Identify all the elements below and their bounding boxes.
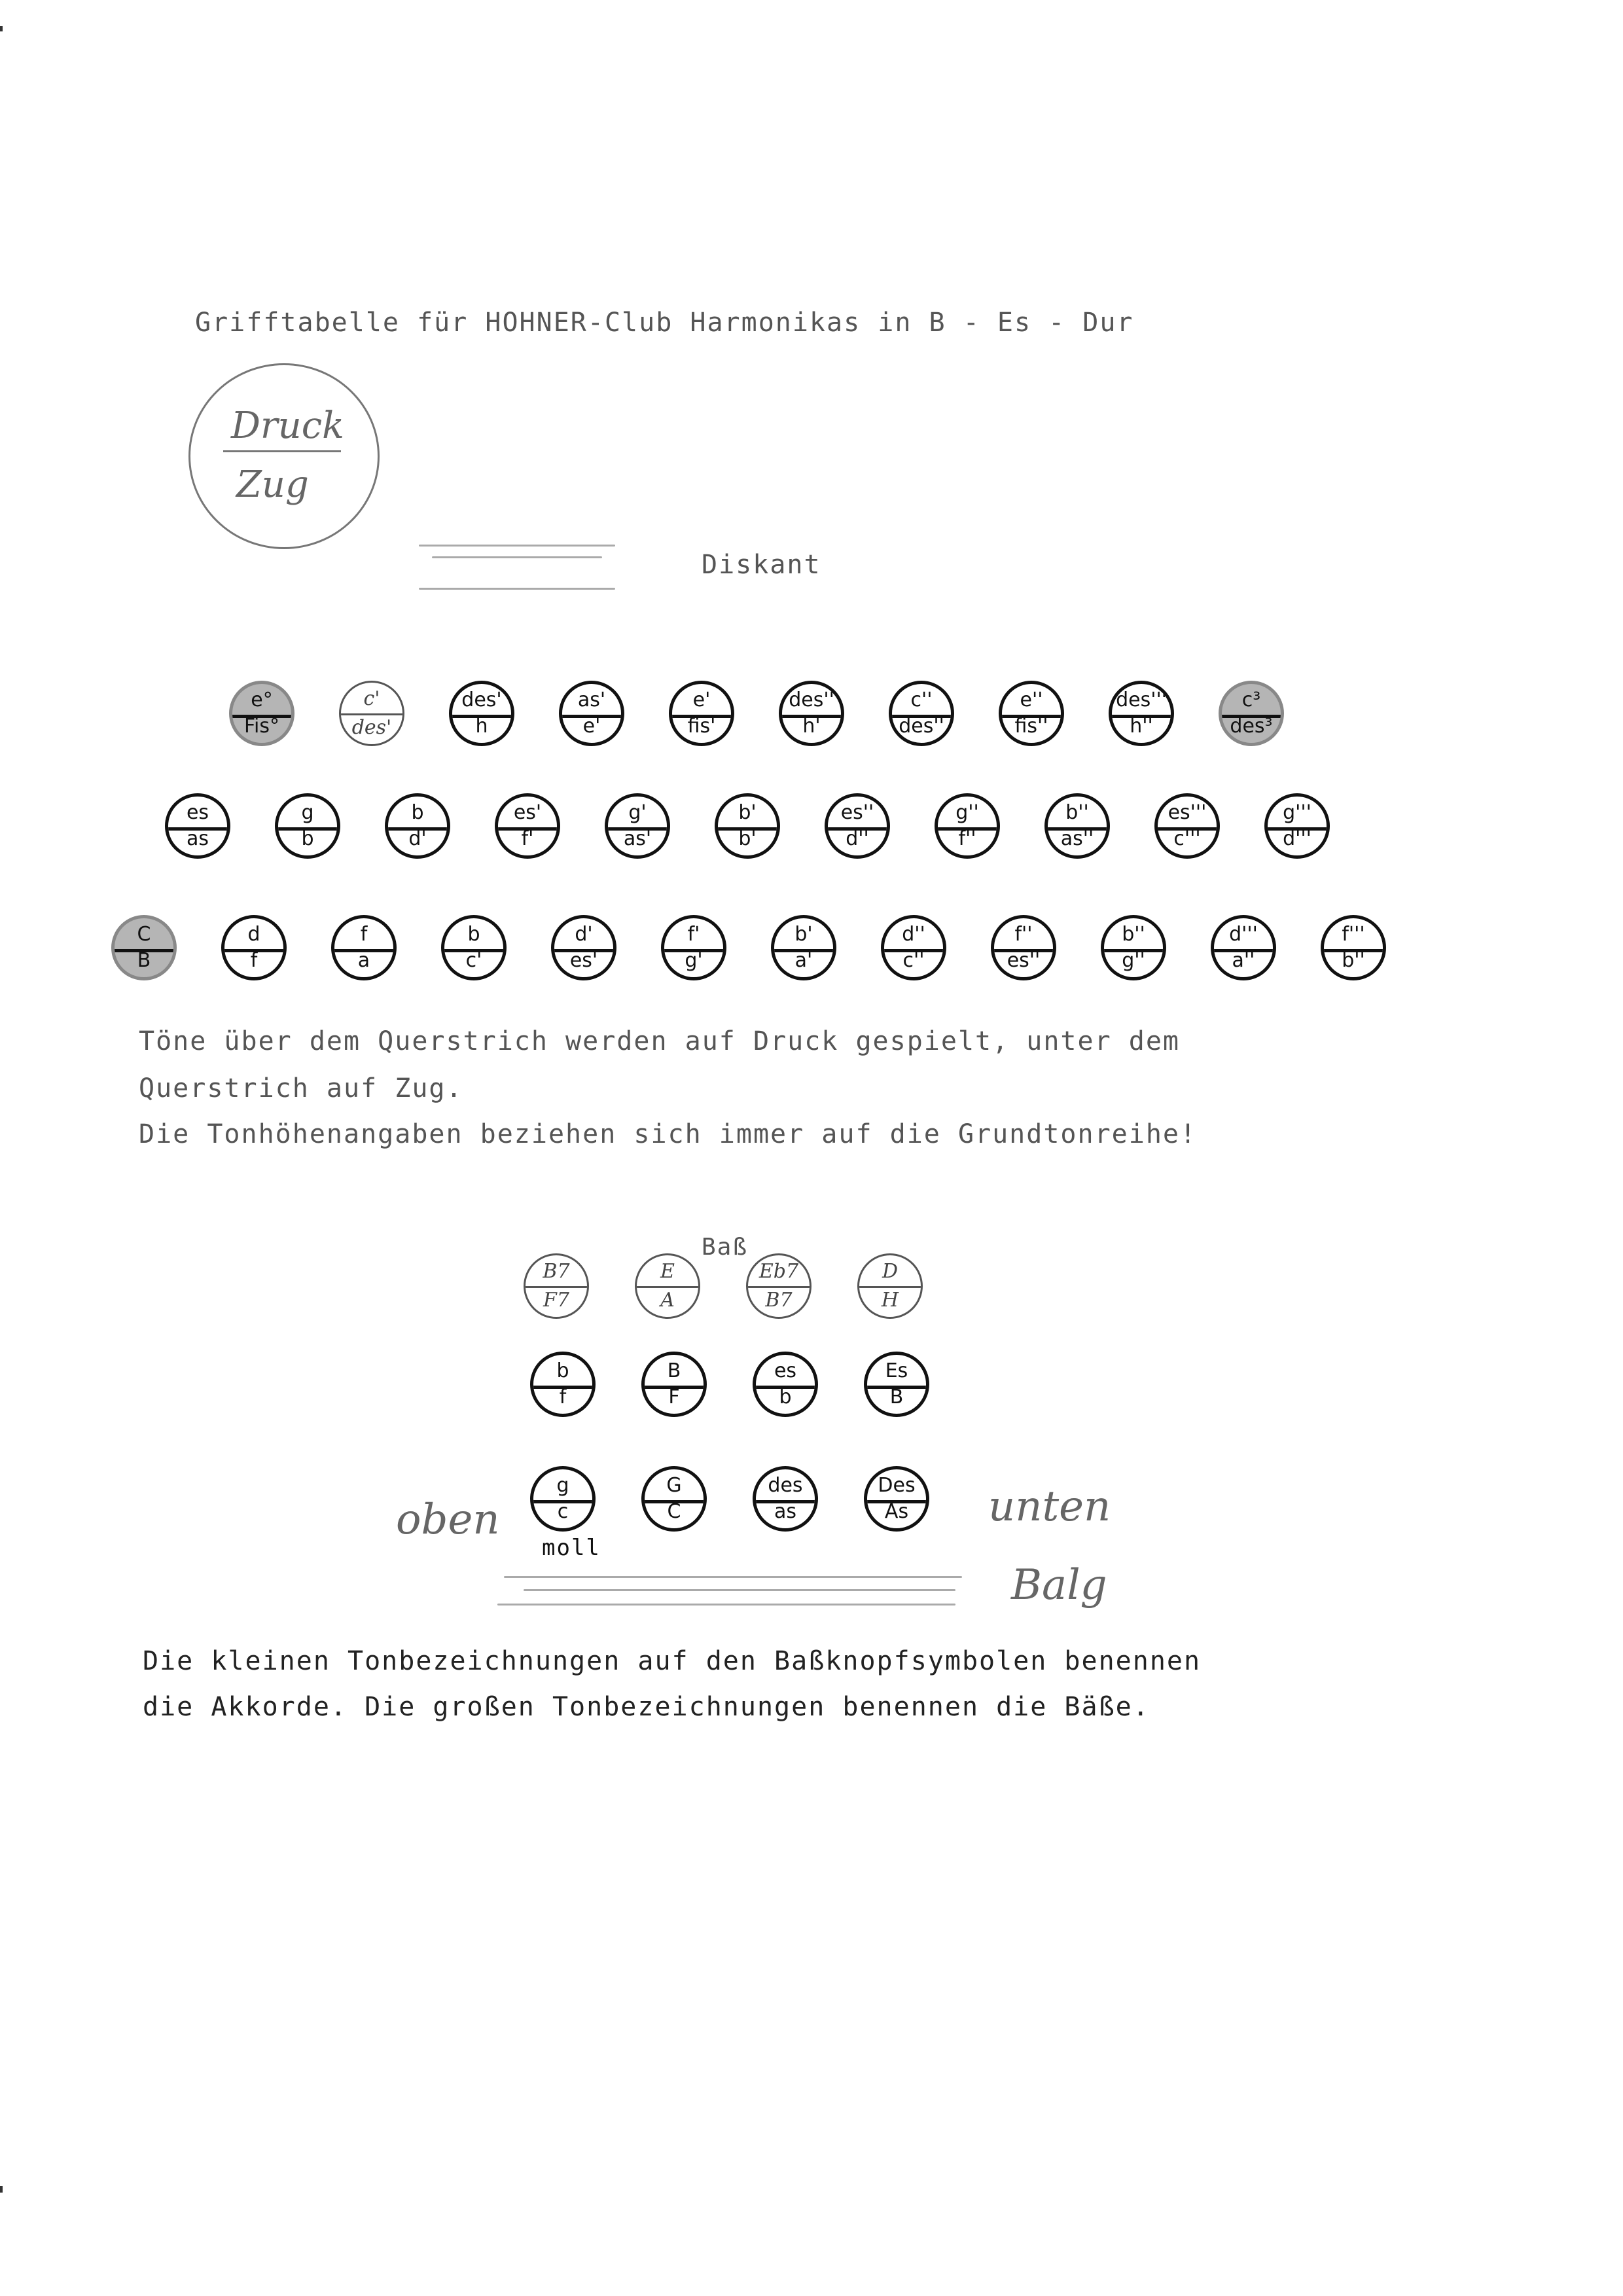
bass-row3-button: [753, 1466, 818, 1532]
button-bottom-note: As: [884, 1500, 909, 1523]
button-bottom-note: g': [685, 949, 703, 972]
button-top-note: b'': [1065, 801, 1089, 824]
diskant-row2-button: [385, 793, 450, 859]
legend-druck: Druck: [231, 404, 345, 447]
button-bottom-note: A: [660, 1289, 675, 1312]
note-line-2: Querstrich auf Zug.: [139, 1073, 463, 1103]
button-bottom-note: h: [475, 715, 488, 738]
button-top-note: f'': [1014, 923, 1033, 946]
button-top-note: B: [667, 1359, 681, 1382]
button-bottom-note: f: [250, 949, 258, 972]
bass-row3-button: [641, 1466, 707, 1532]
diskant-row1-button: [339, 681, 404, 746]
button-top-note: e'': [1020, 689, 1043, 711]
button-bottom-note: f: [559, 1386, 567, 1408]
scan-mark: [0, 2186, 3, 2193]
bass-row2-button: [641, 1352, 707, 1417]
button-bottom-note: b: [301, 827, 314, 850]
button-top-note: des''': [1116, 689, 1167, 711]
button-bottom-note: b'': [1342, 949, 1365, 972]
diskant-row2-button: [1154, 793, 1220, 859]
button-bottom-note: c: [557, 1500, 569, 1523]
diskant-row1-button: [999, 681, 1064, 746]
diskant-row2-button: [605, 793, 670, 859]
button-divider: [748, 1286, 810, 1288]
button-top-note: C: [137, 923, 151, 946]
button-bottom-note: g'': [1122, 949, 1145, 972]
button-bottom-note: e': [582, 715, 601, 738]
button-top-note: es'': [840, 801, 874, 824]
button-bottom-note: c''': [1173, 827, 1201, 850]
button-top-note: b: [467, 923, 480, 946]
diskant-row2-button: [935, 793, 1000, 859]
button-bottom-note: as'': [1060, 827, 1094, 850]
pencil-scribble: [524, 1589, 955, 1591]
button-bottom-note: b: [779, 1386, 792, 1408]
button-bottom-note: C: [667, 1500, 681, 1523]
balg-label: Balg: [1011, 1561, 1107, 1609]
pencil-scribble: [504, 1576, 962, 1578]
button-bottom-note: c'': [902, 949, 925, 972]
button-top-note: Es: [885, 1359, 908, 1382]
button-top-note: b'': [1122, 923, 1145, 946]
button-top-note: f': [687, 923, 700, 946]
button-bottom-note: b': [738, 827, 757, 850]
moll-label: moll: [542, 1535, 601, 1561]
button-top-note: b: [556, 1359, 569, 1382]
button-top-note: f: [360, 923, 368, 946]
button-top-note: B7: [543, 1260, 570, 1283]
unten-label: unten: [988, 1482, 1111, 1531]
diskant-row1-button: [889, 681, 954, 746]
button-bottom-note: F: [668, 1386, 680, 1408]
diskant-row2-button: [275, 793, 340, 859]
button-top-note: g': [628, 801, 647, 824]
diskant-row3-button: [991, 915, 1056, 980]
button-top-note: b': [794, 923, 813, 946]
button-top-note: g''': [1283, 801, 1311, 824]
button-bottom-note: f'': [958, 827, 976, 850]
button-bottom-note: as: [774, 1500, 796, 1523]
bass-row3-button: [530, 1466, 596, 1532]
diskant-row2-button: [825, 793, 890, 859]
button-bottom-note: c': [465, 949, 482, 972]
diskant-row3-button: [1321, 915, 1386, 980]
button-divider: [341, 713, 402, 715]
button-top-note: e°: [251, 689, 273, 711]
page-title: Grifftabelle für HOHNER-Club Harmonikas in B - Es - Dur: [195, 308, 1134, 338]
button-bottom-note: d': [408, 827, 427, 850]
button-top-note: D: [882, 1260, 899, 1283]
button-bottom-note: B7: [765, 1289, 793, 1312]
legend-circle: [188, 363, 380, 549]
bass-row2-button: [864, 1352, 929, 1417]
pencil-scribble: [419, 588, 615, 590]
button-top-note: d''': [1229, 923, 1258, 946]
button-top-note: d: [247, 923, 260, 946]
button-bottom-note: a: [357, 949, 370, 972]
button-bottom-note: f': [521, 827, 534, 850]
diskant-row3-button: [221, 915, 287, 980]
button-top-note: f''': [1342, 923, 1365, 946]
diskant-row1-button: [669, 681, 734, 746]
button-top-note: es''': [1168, 801, 1207, 824]
button-top-note: des': [461, 689, 502, 711]
button-top-note: d': [575, 923, 593, 946]
button-top-note: g: [556, 1474, 569, 1497]
button-bottom-note: F7: [543, 1289, 569, 1312]
footer-line-2: die Akkorde. Die großen Tonbezeichnungen benennen die Bäße.: [143, 1692, 1150, 1722]
button-top-note: c'': [910, 689, 933, 711]
diskant-row3-button: [551, 915, 616, 980]
diskant-heading: Diskant: [702, 550, 821, 580]
diskant-row3-button: [881, 915, 946, 980]
button-divider: [526, 1286, 587, 1288]
legend-zug: Zug: [236, 463, 309, 506]
bass-row1-button: [635, 1253, 700, 1319]
pencil-scribble: [419, 545, 615, 547]
diskant-row1-button: [779, 681, 844, 746]
button-bottom-note: des'': [899, 715, 944, 738]
bass-row2-button: [530, 1352, 596, 1417]
diskant-row3-button: [1101, 915, 1166, 980]
button-top-note: G: [666, 1474, 682, 1497]
bass-row1-button: [524, 1253, 589, 1319]
diskant-row1-button: [229, 681, 294, 746]
button-divider: [859, 1286, 921, 1288]
button-top-note: g'': [955, 801, 979, 824]
button-top-note: g: [301, 801, 314, 824]
button-bottom-note: h': [802, 715, 821, 738]
footer-line-1: Die kleinen Tonbezeichnungen auf den Baßknopfsymbolen benennen: [143, 1646, 1202, 1676]
diskant-row3-button: [331, 915, 397, 980]
pencil-scribble: [432, 556, 602, 558]
button-bottom-note: B: [137, 949, 151, 972]
button-top-note: d'': [902, 923, 925, 946]
button-top-note: es: [186, 801, 209, 824]
diskant-row2-button: [495, 793, 560, 859]
diskant-row3-button: [1211, 915, 1276, 980]
button-bottom-note: fis'': [1014, 715, 1048, 738]
button-bottom-note: des³: [1230, 715, 1273, 738]
diskant-row2-button: [715, 793, 780, 859]
button-bottom-note: a'': [1232, 949, 1255, 972]
diskant-row1-button: [1219, 681, 1284, 746]
scan-mark: [0, 26, 3, 31]
diskant-row1-button: [559, 681, 624, 746]
button-divider: [637, 1286, 698, 1288]
button-bottom-note: a': [794, 949, 813, 972]
button-bottom-note: h'': [1130, 715, 1153, 738]
button-bottom-note: as': [623, 827, 652, 850]
diskant-row2-button: [1264, 793, 1330, 859]
button-bottom-note: fis': [687, 715, 716, 738]
button-bottom-note: es': [569, 949, 598, 972]
button-bottom-note: es'': [1007, 949, 1041, 972]
button-bottom-note: des': [351, 716, 392, 739]
button-top-note: e': [692, 689, 711, 711]
bass-row2-button: [753, 1352, 818, 1417]
button-top-note: as': [577, 689, 606, 711]
note-line-3: Die Tonhöhenangaben beziehen sich immer auf die Grundtonreihe!: [139, 1119, 1198, 1149]
oben-label: oben: [396, 1496, 500, 1544]
button-bottom-note: B: [889, 1386, 904, 1408]
button-bottom-note: as: [186, 827, 209, 850]
diskant-row1-button: [449, 681, 514, 746]
button-bottom-note: d'': [846, 827, 869, 850]
button-top-note: b': [738, 801, 757, 824]
diskant-row1-button: [1109, 681, 1174, 746]
pencil-scribble: [497, 1604, 955, 1605]
button-top-note: Des: [878, 1474, 916, 1497]
button-top-note: es: [774, 1359, 797, 1382]
diskant-row3-button: [771, 915, 836, 980]
button-top-note: E: [660, 1260, 675, 1283]
button-bottom-note: d''': [1283, 827, 1311, 850]
button-top-note: des: [768, 1474, 803, 1497]
note-line-1: Töne über dem Querstrich werden auf Druck gespielt, unter dem: [139, 1026, 1181, 1056]
diskant-row3-button: [441, 915, 507, 980]
diskant-row3-button: [661, 915, 726, 980]
button-top-note: c³: [1241, 689, 1261, 711]
bass-row3-button: [864, 1466, 929, 1532]
bass-heading: Baß: [702, 1234, 749, 1261]
button-top-note: es': [513, 801, 542, 824]
button-top-note: b: [411, 801, 424, 824]
button-bottom-note: Fis°: [243, 715, 280, 738]
button-top-note: Eb7: [758, 1260, 799, 1283]
button-bottom-note: H: [881, 1289, 899, 1312]
diskant-row2-button: [165, 793, 230, 859]
diskant-row2-button: [1044, 793, 1110, 859]
legend-divider: [223, 450, 341, 452]
bass-row1-button: [857, 1253, 923, 1319]
button-top-note: des'': [789, 689, 834, 711]
button-top-note: c': [363, 687, 380, 710]
bass-row1-button: [746, 1253, 812, 1319]
diskant-row3-button: [111, 915, 177, 980]
